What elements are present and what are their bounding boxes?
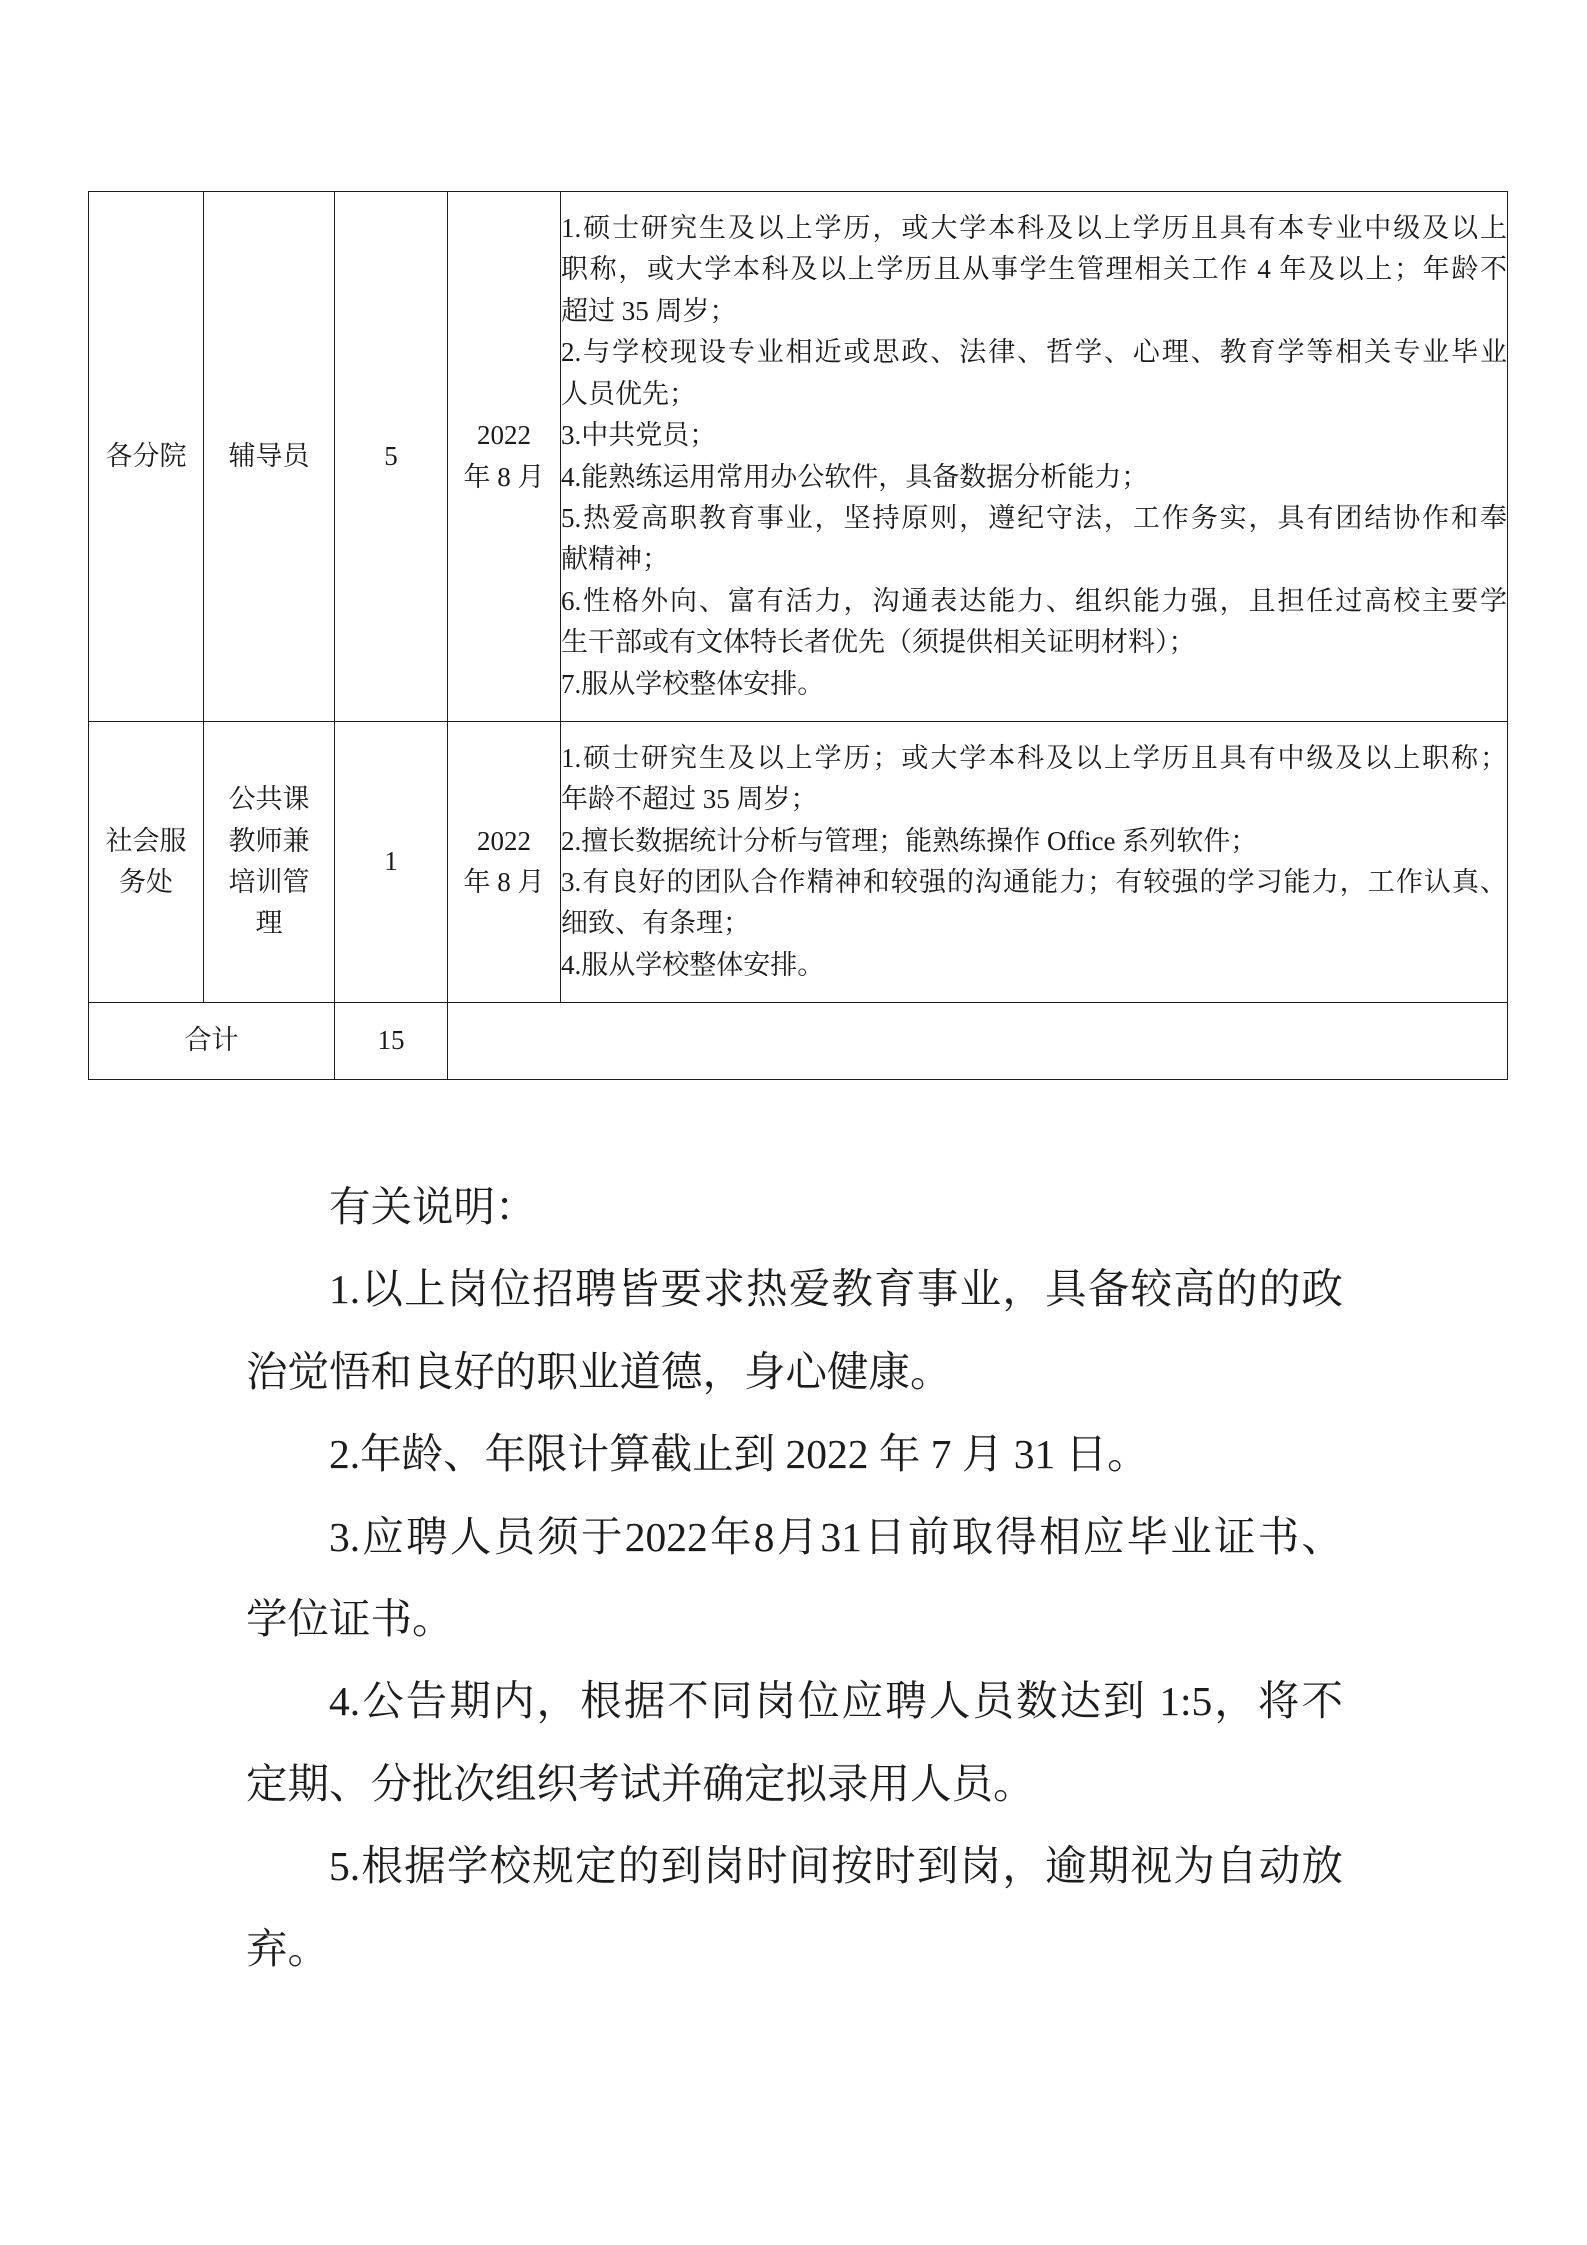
note-line: 学位证书。: [246, 1596, 454, 1643]
note-line: 5.根据学校规定的到岗时间按时到岗，逾期视为自动放: [329, 1843, 1343, 1890]
note-item: [246, 1660, 1343, 1825]
notes-section: [246, 1166, 1343, 1990]
note-line: 2.年龄、年限计算截止到 2022 年 7 月 31 日。: [329, 1431, 1149, 1478]
total-label-cell: [89, 1003, 335, 1080]
requirement-line: 细致、有条理；: [561, 908, 750, 939]
requirement-line: 3.有良好的团队合作精神和较强的沟通能力；有较强的学习能力，工作认真、: [561, 867, 1507, 897]
table-row: [89, 192, 1508, 722]
date-line: 2022: [477, 825, 531, 856]
requirement-line: 4.能熟练运用常用办公软件，具备数据分析能力；: [561, 461, 1149, 492]
notes-heading: 有关说明：: [329, 1184, 537, 1230]
requirement-line: 职称，或大学本科及以上学历且从事学生管理相关工作 4 年及以上；年龄不: [561, 254, 1507, 285]
requirement-line: 人员优先；: [561, 378, 696, 409]
headcount-cell: [335, 192, 448, 722]
requirement-line: 3.中共党员；: [561, 420, 717, 451]
recruitment-table: [88, 191, 1508, 1080]
requirement-line: 2.擅长数据统计分析与管理；能熟练操作 Office 系列软件；: [561, 825, 1258, 856]
date-line: 年 8 月: [463, 867, 545, 897]
note-line: 3.应聘人员须于2022年8月31日前取得相应毕业证书、: [329, 1513, 1343, 1560]
position-line: 公共课: [228, 784, 310, 815]
headcount-value: 1: [384, 846, 398, 877]
requirement-line: 献精神；: [561, 544, 669, 575]
start-date-cell: [448, 192, 561, 722]
requirement-item: [561, 457, 1507, 498]
requirement-item: [561, 581, 1507, 664]
department-cell: [89, 722, 204, 1003]
requirement-item: [561, 945, 1507, 986]
note-line: 治觉悟和良好的职业道德，身心健康。: [246, 1348, 952, 1395]
requirement-line: 生干部或有文体特长者优先（须提供相关证明材料）；: [561, 627, 1196, 658]
requirement-line: 5.热爱高职教育事业，坚持原则，遵纪守法，工作务实，具有团结协作和奉: [561, 502, 1507, 533]
requirement-item: [561, 821, 1507, 862]
start-date-cell: [448, 722, 561, 1003]
department-line: 社会服: [105, 825, 187, 856]
note-item: [246, 1496, 1343, 1661]
department-cell: [89, 192, 204, 722]
note-line: 1.以上岗位招聘皆要求热爱教育事业，具备较高的的政: [329, 1266, 1343, 1313]
requirements-cell: [561, 722, 1508, 1003]
requirement-line: 4.服从学校整体安排。: [561, 949, 825, 980]
requirement-line: 6.性格外向、富有活力，沟通表达能力、组织能力强，且担任过高校主要学: [561, 585, 1507, 616]
requirement-item: [561, 332, 1507, 415]
requirements-cell: [561, 192, 1508, 722]
note-line: 4.公告期内，根据不同岗位应聘人员数达到 1:5，将不: [329, 1678, 1343, 1725]
requirement-item: [561, 738, 1507, 821]
position-cell: [204, 192, 335, 722]
requirement-line: 2.与学校现设专业相近或思政、法律、哲学、心理、教育学等相关专业毕业: [561, 337, 1507, 368]
requirement-line: 1.硕士研究生及以上学历，或大学本科及以上学历且具有本专业中级及以上: [561, 213, 1507, 244]
total-count: 15: [377, 1025, 405, 1056]
total-label: 合计: [184, 1025, 239, 1056]
department-line: 务处: [119, 867, 173, 897]
total-count-cell: [335, 1003, 448, 1080]
note-line: 弃。: [246, 1925, 330, 1972]
requirement-item: [561, 415, 1507, 456]
headcount-cell: [335, 722, 448, 1003]
total-row: [89, 1003, 1508, 1080]
note-item: [246, 1825, 1343, 1990]
department-line: 各分院: [105, 440, 187, 471]
position-cell: [204, 722, 335, 1003]
note-item: [246, 1248, 1343, 1413]
requirement-item: [561, 208, 1507, 332]
requirement-line: 超过 35 周岁；: [561, 295, 737, 326]
date-line: 年 8 月: [463, 461, 545, 492]
requirement-item: [561, 862, 1507, 945]
requirement-item: [561, 664, 1507, 705]
note-line: 定期、分批次组织考试并确定拟录用人员。: [246, 1760, 1035, 1807]
table-row: [89, 722, 1508, 1003]
requirement-line: 年龄不超过 35 周岁；: [561, 784, 818, 815]
position-line: 辅导员: [228, 440, 310, 471]
headcount-value: 5: [384, 440, 398, 471]
total-remark-cell: [448, 1003, 1508, 1080]
note-item: [246, 1413, 1343, 1495]
position-line: 理: [255, 908, 283, 939]
position-line: 教师兼: [228, 825, 310, 856]
position-line: 培训管: [228, 867, 310, 897]
requirement-item: [561, 498, 1507, 581]
requirement-line: 1.硕士研究生及以上学历；或大学本科及以上学历且具有中级及以上职称；: [561, 742, 1507, 773]
requirement-line: 7.服从学校整体安排。: [561, 668, 825, 699]
date-line: 2022: [477, 420, 531, 451]
